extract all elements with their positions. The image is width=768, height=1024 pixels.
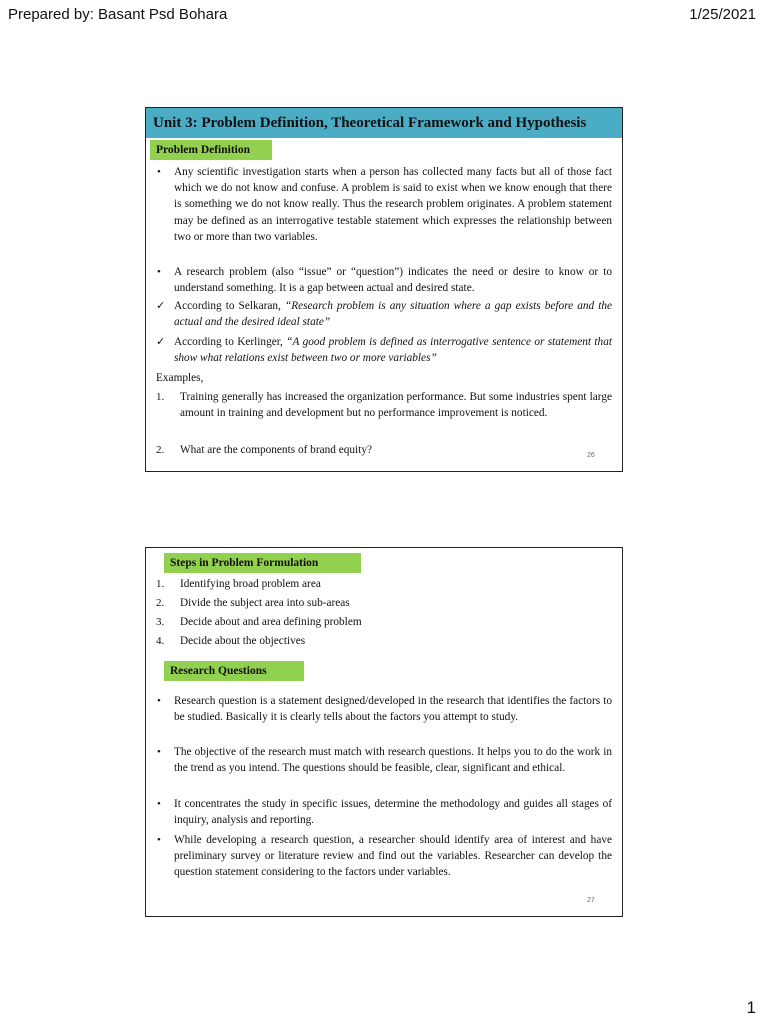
quote-paragraph	[174, 334, 612, 366]
bullet-icon: •	[157, 746, 161, 758]
bullet-icon: •	[157, 798, 161, 810]
step-item: Divide the subject area into sub-areas	[180, 597, 350, 609]
bullet-icon: •	[157, 834, 161, 846]
bullet-icon: •	[157, 266, 161, 278]
section-heading-research-questions: Research Questions	[164, 661, 304, 681]
list-number: 3.	[156, 616, 165, 628]
step-item: Decide about and area defining problem	[180, 616, 362, 628]
slide-26	[145, 107, 623, 472]
bullet-icon: •	[157, 166, 161, 178]
quote-paragraph	[174, 298, 612, 330]
quote-lead: According to Selkaran,	[174, 300, 285, 312]
examples-label: Examples,	[156, 372, 204, 384]
rq-paragraph: The objective of the research must match with research questions. It helps you to do the work in the trend as you intend. The questions should be feasible, clear, significant and ethical.	[174, 746, 612, 775]
date-header: 1/25/2021	[689, 6, 756, 23]
rq-paragraph: While developing a research question, a researcher should identify area of interest and have preliminary survey or literature review and find out the variables. Researcher can develop the question statement considering to the factors under variables.	[174, 834, 612, 879]
rq-paragraph: It concentrates the study in specific issues, determine the methodology and guides all stages of inquiry, analysis and reporting.	[174, 798, 612, 827]
step-item: Identifying broad problem area	[180, 578, 321, 590]
section-heading-steps: Steps in Problem Formulation	[164, 553, 361, 573]
list-number: 2.	[156, 597, 165, 609]
quote-lead: According to Kerlinger,	[174, 336, 287, 348]
slide-27	[145, 547, 623, 917]
bullet-paragraph: Any scientific investigation starts when a person has collected many facts but all of those fact which we do not know and confuse. A problem is said to exist when we know enough that there is something we do not know really. Thus the research problem originates. A problem statement may be defined as an interrogative testable statement which expresses the relationship between two or more than two variables.	[174, 166, 612, 243]
list-number: 4.	[156, 635, 165, 647]
checkmark-icon: ✓	[156, 300, 166, 312]
list-number: 1.	[156, 578, 165, 590]
quote-text: “Research problem is any situation where a gap exists before and the actual and the desired ideal state”	[174, 300, 613, 329]
slide-number: 27	[587, 897, 595, 904]
page-number: 1	[746, 998, 756, 1017]
example-item: Training generally has increased the organization performance. But some industries spent large amount in training and development but no performance improvement is noticed.	[180, 391, 612, 420]
checkmark-icon: ✓	[156, 336, 166, 348]
quote-text: “A good problem is defined as interrogative sentence or statement that show what relations exist between two or more variables”	[174, 336, 612, 365]
list-number: 1.	[156, 391, 165, 403]
prepared-by-header: Prepared by: Basant Psd Bohara	[8, 6, 228, 23]
rq-paragraph: Research question is a statement designed/developed in the research that identifies the factors to be studied. Basically it is clearly tells about the factors you attempt to study.	[174, 695, 612, 724]
slide-number: 26	[587, 452, 595, 459]
example-item: What are the components of brand equity?	[180, 444, 372, 456]
bullet-paragraph: A research problem (also “issue” or “question”) indicates the need or desire to know or to understand something. It is a gap between actual and desired state.	[174, 266, 612, 295]
bullet-icon: •	[157, 695, 161, 707]
section-heading-problem-definition: Problem Definition	[150, 140, 272, 160]
step-item: Decide about the objectives	[180, 635, 306, 647]
slide-title: Unit 3: Problem Definition, Theoretical Framework and Hypothesis	[146, 108, 622, 138]
list-number: 2.	[156, 444, 165, 456]
